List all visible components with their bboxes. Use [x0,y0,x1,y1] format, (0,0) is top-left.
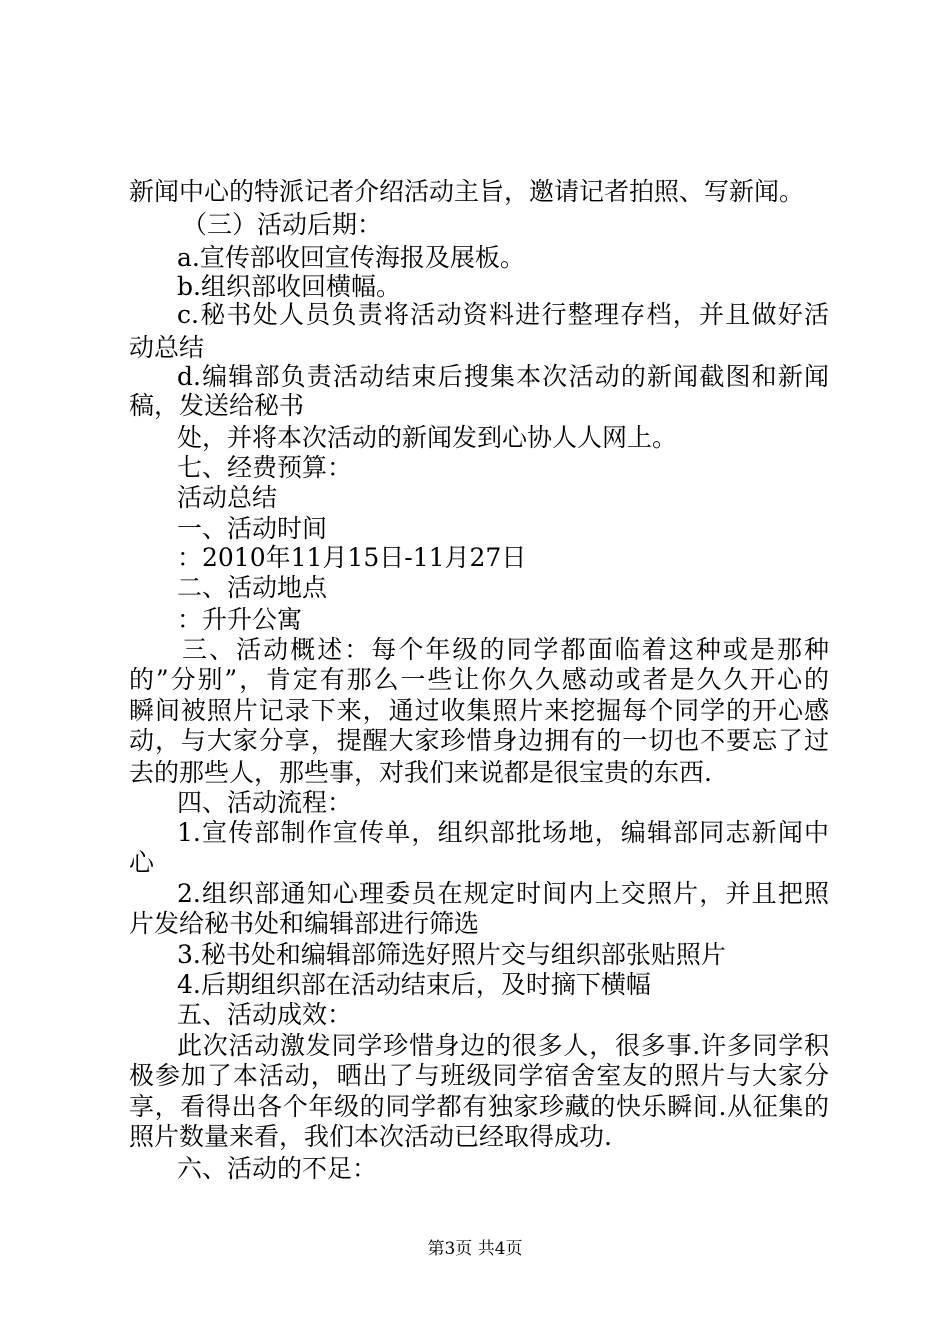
section-heading: 三、活动概述：每个年级的同学都面临着这种或是那种 [182,635,829,664]
text-line: 享，看得出各个年级的同学都有独家珍藏的快乐瞬间.从征集的 [129,1092,829,1121]
text-line: 此次活动激发同学珍惜身边的很多人，很多事.许多同学积 [177,1031,829,1060]
section-heading: 四、活动流程： [177,788,353,817]
text-line: ：升升公寓 [177,605,303,634]
text-line: 去的那些人，那些事，对我们来说都是很宝贵的东西. [129,758,712,787]
section-heading: （三）活动后期： [182,210,383,239]
text-line: 处，并将本次活动的新闻发到心协人人网上。 [177,423,678,452]
section-heading: 七、经费预算： [177,453,353,482]
list-item: 2.组织部通知心理委员在规定时间内上交照片，并且把照 [177,879,829,908]
text-line: 稿，发送给秘书 [129,391,305,420]
text-line: 片发给秘书处和编辑部进行筛选 [129,909,480,938]
text-line: 极参加了本活动，晒出了与班级同学宿舍室友的照片与大家分 [129,1061,829,1090]
section-heading: 五、活动成效： [177,1000,353,1029]
text-line: ：2010年11月15日-11月27日 [177,543,527,572]
text-line: 动总结 [129,333,205,362]
text-line: 照片数量来看，我们本次活动已经取得成功. [129,1122,612,1151]
list-item: 1.宣传部制作宣传单，组织部批场地，编辑部同志新闻中 [177,818,829,847]
text-line: 心 [129,848,155,877]
section-heading: 二、活动地点 [177,573,328,602]
text-line: 瞬间被照片记录下来，通过收集照片来挖掘每个同学的开心感 [129,696,829,725]
text-line: 新闻中心的特派记者介绍活动主旨，邀请记者拍照、写新闻。 [129,177,805,206]
section-heading: 六、活动的不足： [177,1154,378,1183]
document-title: 活动总结 [177,483,278,512]
list-item: b.组织部收回横幅。 [177,272,401,301]
list-item: d.编辑部负责活动结束后搜集本次活动的新闻截图和新闻 [177,362,829,391]
list-item: a.宣传部收回宣传海报及展板。 [177,243,525,272]
section-heading: 一、活动时间 [177,514,328,543]
text-line: 动，与大家分享，提醒大家珍惜身边拥有的一切也不要忘了过 [129,726,829,755]
text-line: 的”分别”，肯定有那么一些让你久久感动或者是久久开心的 [129,665,829,694]
list-item: c.秘书处人员负责将活动资料进行整理存档，并且做好活 [177,300,829,329]
list-item: 4.后期组织部在活动结束后，及时摘下横幅 [177,970,651,999]
list-item: 3.秘书处和编辑部筛选好照片交与组织部张贴照片 [177,940,726,969]
page-number-footer: 第3页 共4页 [427,1239,523,1259]
